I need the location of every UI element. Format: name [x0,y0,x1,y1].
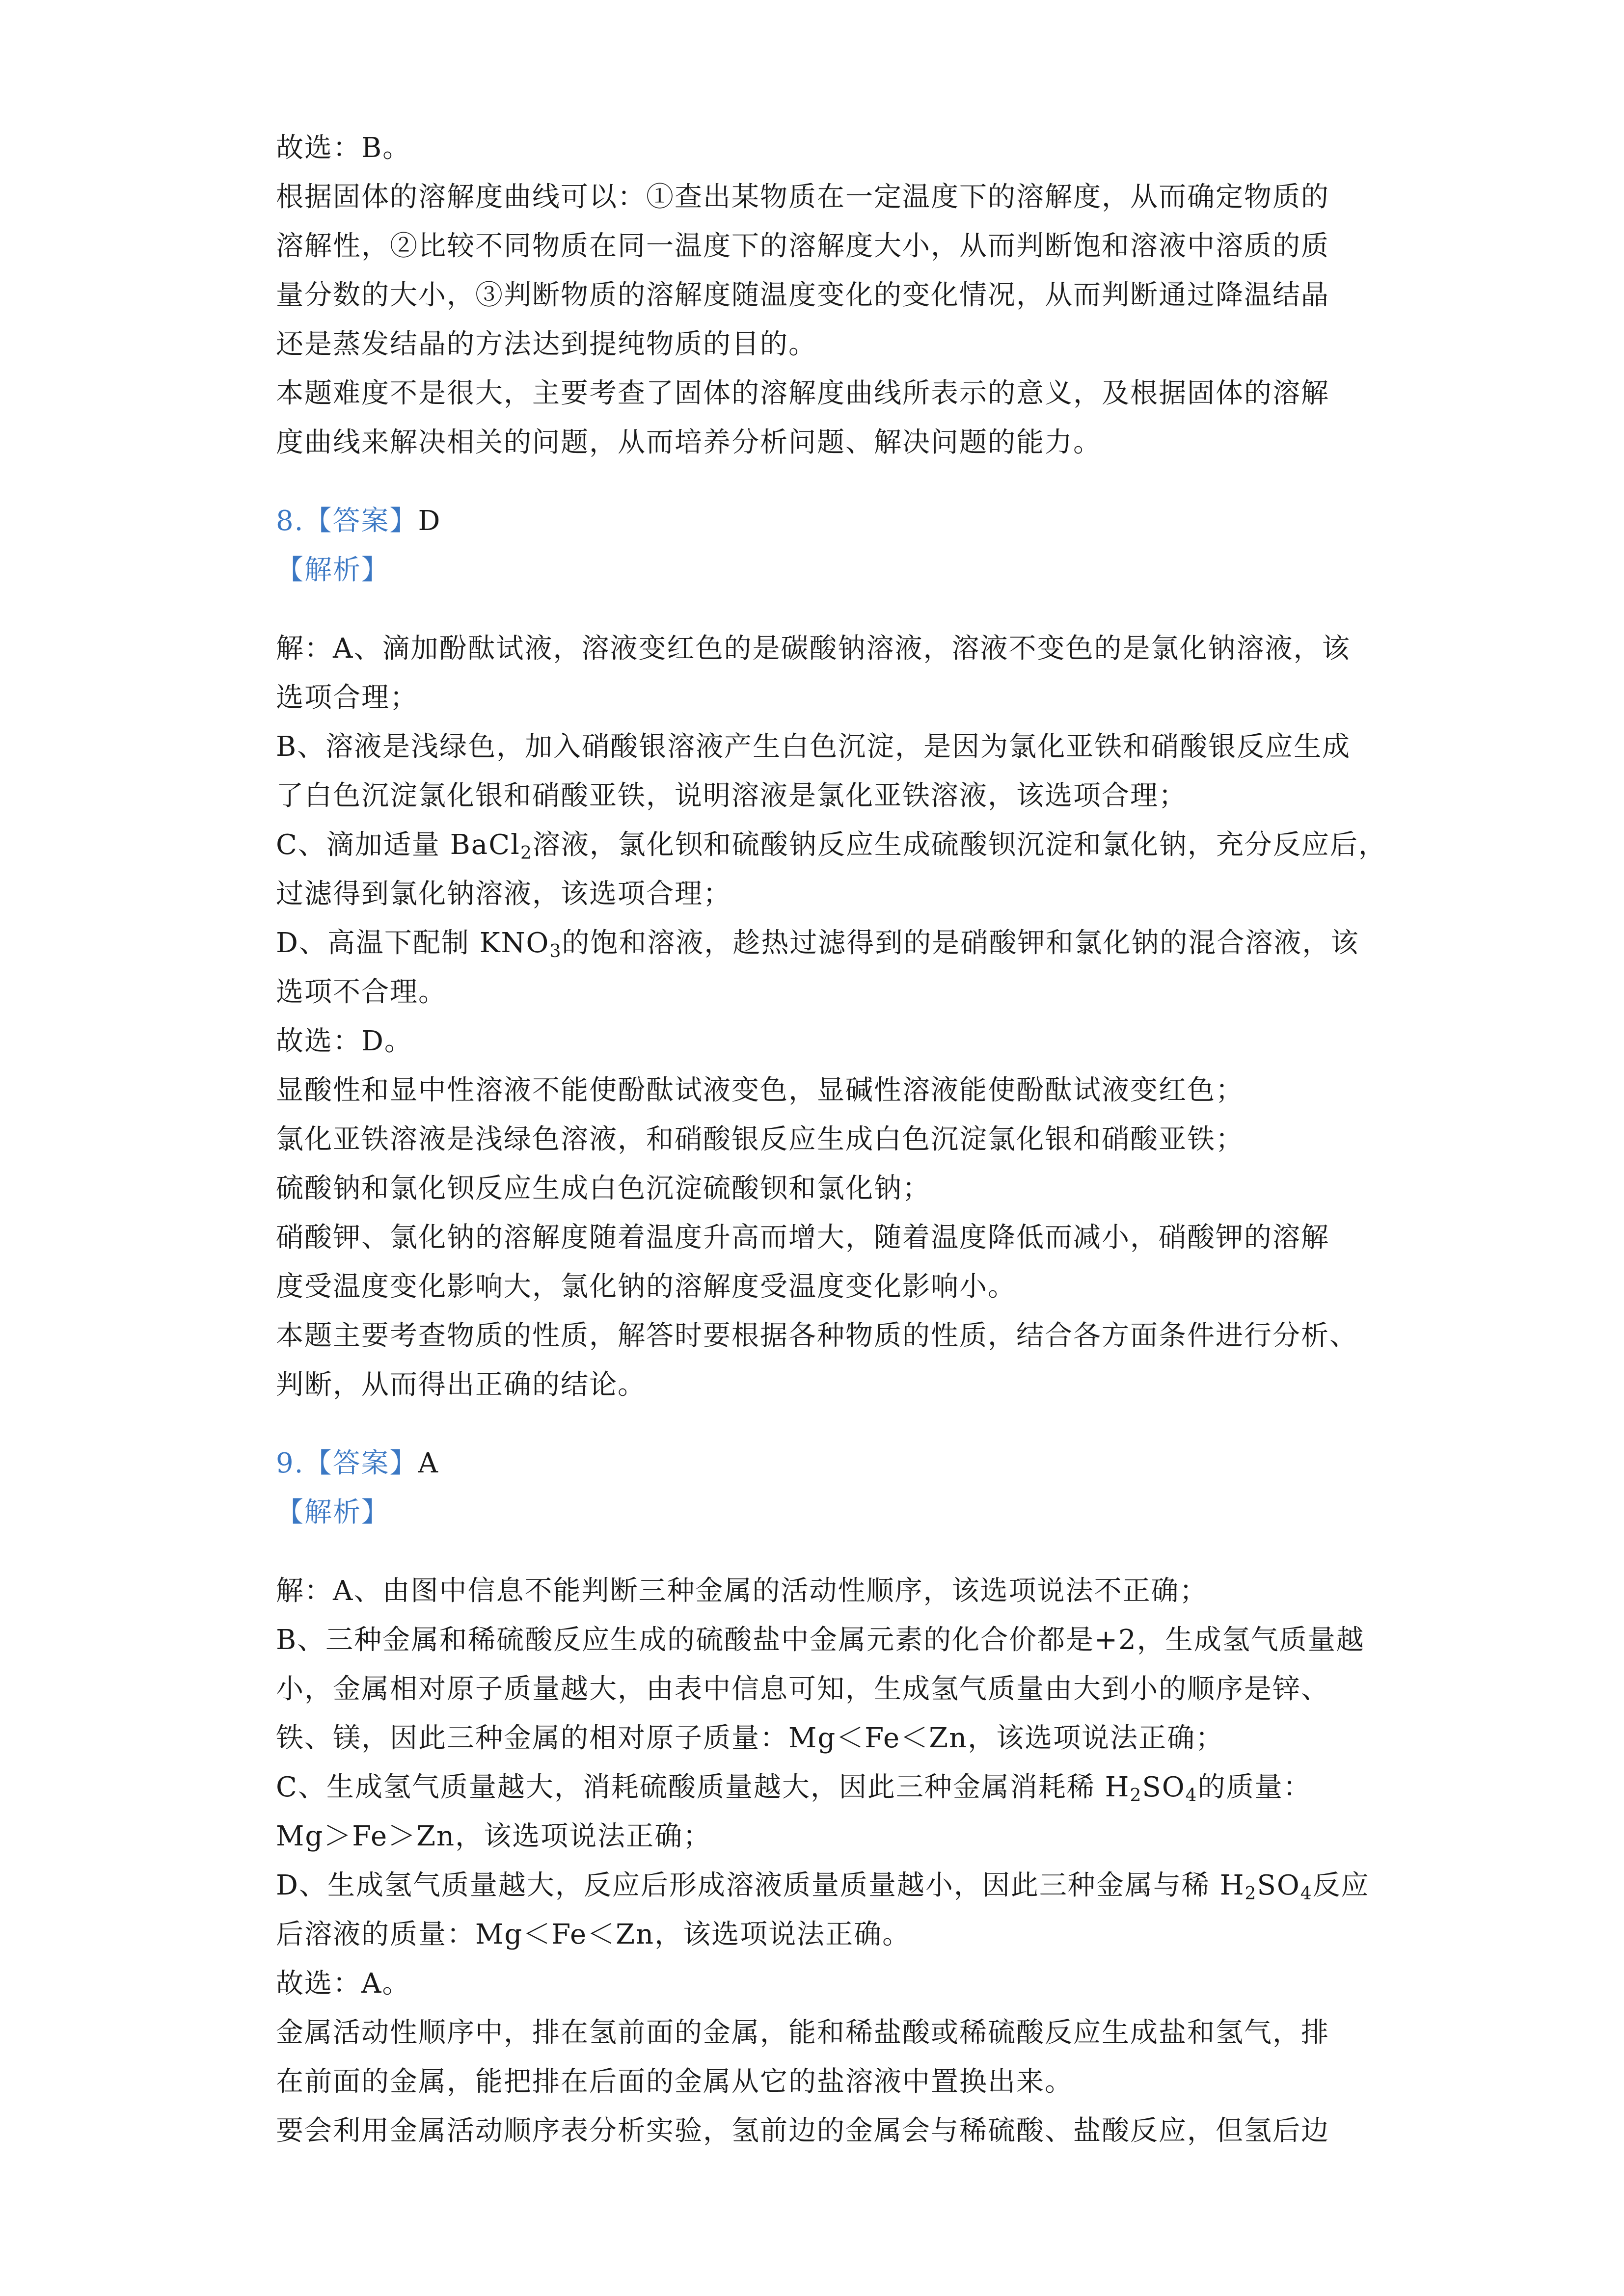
text-segment: 溶液，氯化钡和硫酸钠反应生成硫酸钡沉淀和氯化钠，充分反应后， [532,829,1387,861]
q8-answer: D [418,505,441,537]
text-line: 显酸性和显中性溶液不能使酚酞试液变色，显碱性溶液能使酚酞试液变红色； [276,1074,1244,1106]
text-line: 本题难度不是很大，主要考查了固体的溶解度曲线所表示的意义，及根据固体的溶解 [276,377,1329,409]
text-line: 度曲线来解决相关的问题，从而培养分析问题、解决问题的能力。 [276,427,1102,458]
text-segment: SO [1257,1869,1300,1901]
text-line: 铁、镁，因此三种金属的相对原子质量：Mg＜Fe＜Zn，该选项说法正确； [276,1722,1224,1754]
text-line: 判断，从而得出正确的结论。 [276,1369,646,1401]
q9-answer-heading [276,1439,439,1488]
text-line: 小，金属相对原子质量越大，由表中信息可知，生成氢气质量由大到小的顺序是锌、 [276,1673,1329,1705]
text-segment: C、生成氢气质量越大，消耗硫酸质量越大，因此三种金属消耗稀 H [276,1771,1130,1803]
q9-answer-tag: 【答案】 [304,1447,418,1479]
q9-number: 9. [276,1447,304,1479]
text-segment: 的饱和溶液，趁热过滤得到的是硝酸钾和氯化钠的混合溶液，该 [562,927,1359,959]
text-line: 选项不合理。 [276,976,447,1008]
subscript: 2 [1130,1786,1142,1806]
text-line: 要会利用金属活动顺序表分析实验，氢前边的金属会与稀硫酸、盐酸反应，但氢后边 [276,2115,1329,2147]
text-line: 本题主要考查物质的性质，解答时要根据各种物质的性质，结合各方面条件进行分析、 [276,1320,1358,1352]
text-line: 金属活动性顺序中，排在氢前面的金属，能和稀盐酸或稀硫酸反应生成盐和氢气，排 [276,2017,1329,2049]
text-line [276,919,1359,968]
q8-analysis-tag: 【解析】 [276,554,390,586]
subscript: 4 [1185,1786,1198,1806]
text-line [276,1861,1370,1910]
text-line: 度受温度变化影响大，氯化钠的溶解度受温度变化影响小。 [276,1271,1016,1303]
text-line: 还是蒸发结晶的方法达到提纯物质的目的。 [276,328,817,360]
text-segment: C、滴加适量 BaCl [276,829,520,861]
text-line: 硫酸钠和氯化钡反应生成白色沉淀硫酸钡和氯化钠； [276,1173,931,1204]
text-line: 故选：B。 [276,132,411,164]
text-line: 硝酸钾、氯化钠的溶解度随着温度升高而增大，随着温度降低而减小，硝酸钾的溶解 [276,1222,1329,1254]
text-line: 溶解性，②比较不同物质在同一温度下的溶解度大小，从而判断饱和溶液中溶质的质 [276,230,1329,262]
text-segment: 的质量： [1197,1771,1312,1803]
q8-answer-heading [276,497,441,546]
q9-answer: A [418,1447,439,1479]
text-line: 解：A、滴加酚酞试液，溶液变红色的是碳酸钠溶液，溶液不变色的是氯化钠溶液，该 [276,633,1351,665]
text-segment: 反应 [1312,1869,1370,1901]
text-line [276,1763,1312,1812]
text-line: B、溶液是浅绿色，加入硝酸银溶液产生白色沉淀，是因为氯化亚铁和硝酸银反应生成 [276,731,1351,763]
text-line: 故选：D。 [276,1025,413,1057]
subscript: 3 [549,941,562,961]
text-line: 选项合理； [276,682,418,714]
text-line: 了白色沉淀氯化银和硝酸亚铁，说明溶液是氯化亚铁溶液，该选项合理； [276,780,1187,812]
text-line [276,821,1387,870]
text-line: 氯化亚铁溶液是浅绿色溶液，和硝酸银反应生成白色沉淀氯化银和硝酸亚铁； [276,1123,1244,1155]
q9-analysis-tag: 【解析】 [276,1496,390,1528]
text-line: 根据固体的溶解度曲线可以：①查出某物质在一定温度下的溶解度，从而确定物质的 [276,181,1329,213]
text-line: Mg＞Fe＞Zn，该选项说法正确； [276,1820,712,1852]
text-line: 在前面的金属，能把排在后面的金属从它的盐溶液中置换出来。 [276,2066,1073,2098]
q8-answer-tag: 【答案】 [304,505,418,537]
q8-number: 8. [276,505,304,537]
text-segment: D、高温下配制 KNO [276,927,550,959]
text-line: 过滤得到氯化钠溶液，该选项合理； [276,878,731,910]
text-line: B、三种金属和稀硫酸反应生成的硫酸盐中金属元素的化合价都是+2，生成氢气质量越 [276,1624,1365,1656]
text-line: 量分数的大小，③判断物质的溶解度随温度变化的变化情况，从而判断通过降温结晶 [276,279,1329,311]
subscript: 2 [1245,1884,1257,1904]
text-line: 后溶液的质量：Mg＜Fe＜Zn，该选项说法正确。 [276,1919,911,1950]
subscript: 2 [520,843,533,863]
text-line: 故选：A。 [276,1968,411,2000]
text-line: 解：A、由图中信息不能判断三种金属的活动性顺序，该选项说法不正确； [276,1575,1208,1607]
subscript: 4 [1300,1884,1313,1904]
text-segment: D、生成氢气质量越大，反应后形成溶液质量质量越小，因此三种金属与稀 H [276,1869,1245,1901]
text-segment: SO [1142,1771,1186,1803]
